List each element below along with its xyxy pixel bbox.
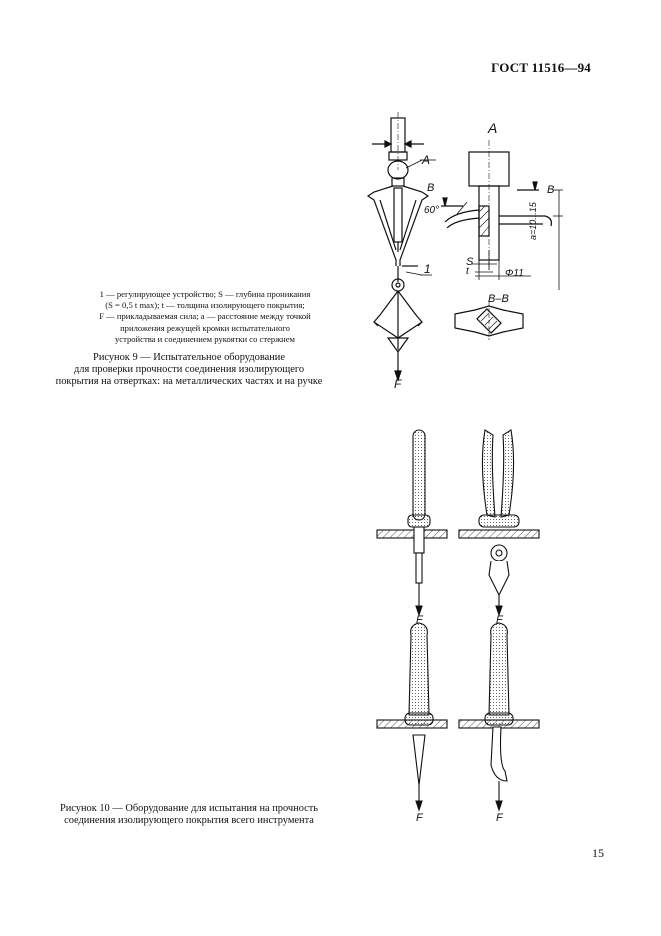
label-force-tool-3: F xyxy=(416,812,423,824)
caption-line: для проверки прочности соединения изолирующего xyxy=(73,364,305,375)
label-thickness-t: t xyxy=(466,266,469,277)
label-force-fig9: F xyxy=(394,377,402,391)
caption-line: Рисунок 9 — Испытательное оборудование xyxy=(93,352,285,363)
legend-line: приложения режущей кромки испытательного xyxy=(120,322,290,333)
legend-line: F — прикладываемая сила; a — расстояние между точкой xyxy=(99,311,311,322)
legend-line: (S = 0,5 t max); t — толщина изолирующего покрытия; xyxy=(105,300,305,311)
standard-number-header: ГОСТ 11516—94 xyxy=(491,60,591,75)
label-device-number: 1 xyxy=(424,262,431,276)
legend-line: устройства и соединением рукоятки со стержнем xyxy=(114,333,295,344)
figure-9-caption xyxy=(30,352,348,388)
caption-line: соединения изолирующего покрытия всего инструмента xyxy=(64,815,314,826)
label-diameter: Φ11 xyxy=(505,268,524,279)
label-section-b-right: B xyxy=(547,184,555,196)
label-force-tool-1: F xyxy=(416,614,423,626)
caption-line: Рисунок 10 — Оборудование для испытания на прочность xyxy=(59,803,319,814)
label-force-tool-2: F xyxy=(496,614,503,626)
figure-9-detail-drawing xyxy=(435,140,585,350)
label-angle: 60° xyxy=(424,205,440,216)
figure-10-drawing xyxy=(375,425,555,815)
legend-line: 1 — регулирующее устройство; S — глубина проникания xyxy=(99,289,311,299)
caption-line: покрытия на отвертках: на металлических частях и на ручке xyxy=(55,376,323,387)
label-force-tool-4: F xyxy=(496,812,503,824)
page-number: 15 xyxy=(592,846,604,860)
label-distance-a: a=10...15 xyxy=(528,202,538,240)
label-view-a-top: A xyxy=(488,120,498,136)
label-section-b-b: B–B xyxy=(488,293,509,305)
label-depth-s: S xyxy=(466,256,474,268)
figure-9-legend xyxy=(70,289,340,345)
label-view-a-device: A xyxy=(422,153,431,167)
figure-10-caption xyxy=(30,803,348,827)
label-section-b-left: B xyxy=(427,182,435,194)
